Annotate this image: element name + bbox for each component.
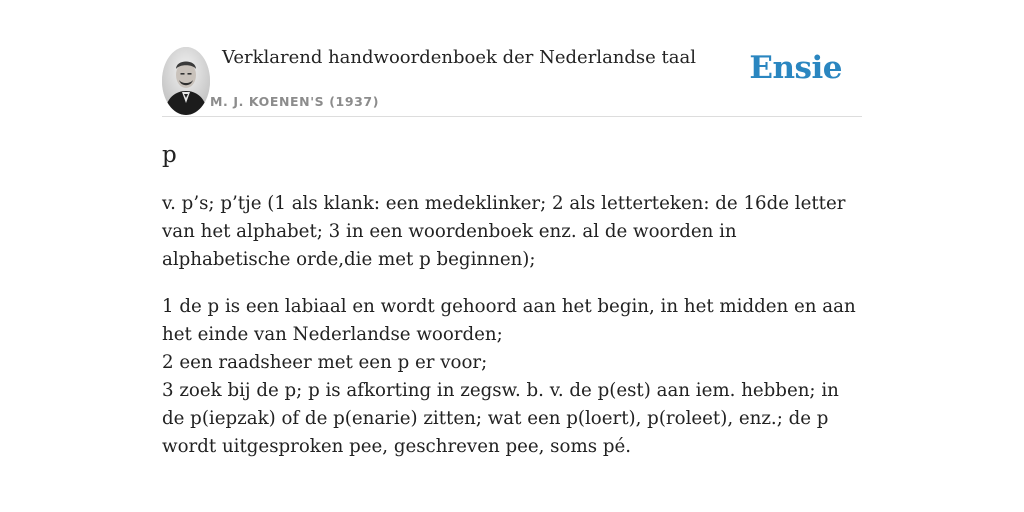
entry-definition: v. p’s; p’tje (1 als klank: een medeklinker; 2 als letterteken: de 16de letter van het alphabet; 3 in een woordenboek enz. al de woorden in alphabetische orde,die met p beginnen); [162,193,846,270]
ensie-logo[interactable]: Ensie [749,50,842,86]
entry-content [162,140,862,480]
sense-item: 3 zoek bij de p; p is afkorting in zegsw. b. v. de p(est) aan iem. hebben; in de p(iepzak) of de p(enarie) zitten; wat een p(loert), p(roleet), enz.; de p wordt uitgesproken pee, geschreven pee, soms pé. [162,380,839,457]
dictionary-title: Verklarend handwoordenboek der Nederlandse taal [222,47,696,68]
entry-senses [162,293,862,461]
page-header [162,44,862,117]
entry-headword: p [162,142,177,168]
sense-item: 2 een raadsheer met een p er voor; [162,352,488,373]
author-portrait-icon [162,47,210,115]
sense-item: 1 de p is een labiaal en wordt gehoord aan het begin, in het midden en aan het einde van Nederlandse woorden; [162,296,856,345]
dictionary-author: M. J. KOENEN'S (1937) [210,94,380,109]
